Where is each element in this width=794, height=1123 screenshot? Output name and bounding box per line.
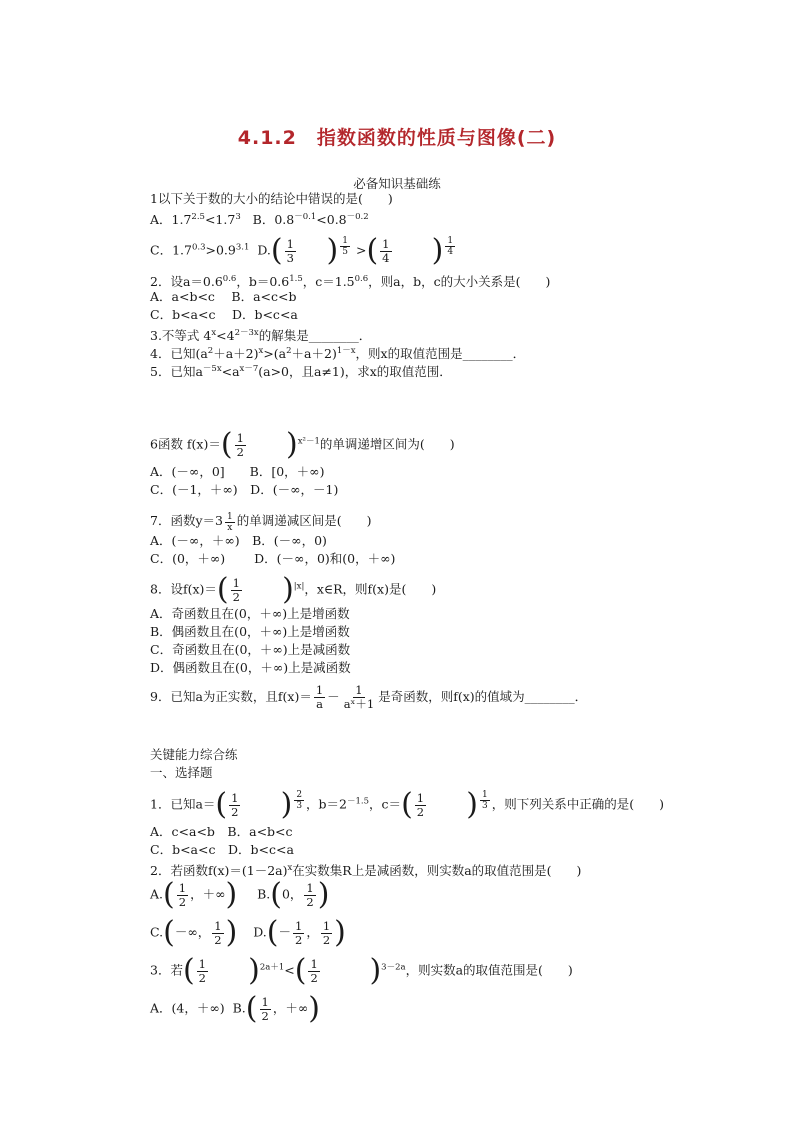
section-basic: 必备知识基础练: [353, 176, 441, 191]
k1-options-ab: A．c<a<b B．a<b<c: [150, 824, 293, 839]
q8-option-d: D．偶函数且在(0，＋∞)上是减函数: [150, 660, 351, 675]
question-8: 8．设f(x)＝( $\frac{1}{2}$ )$^{|x|}$，x∈R，则f(x)是( ): [150, 572, 437, 607]
q1-options-cd: C．$1.7^{0.3}>0.9^{3.1}$ D.( $\frac{1}{3}$ ) $\frac{1}{5}$ >( $\frac{1}{4}$ ) $\frac{1}{4}$: [150, 233, 454, 268]
q2-options-ab: A．a<b<c B．a<c<b: [150, 289, 297, 304]
question-2: 2．设$a=0.6^{0.6}$，$b=0.6^{1.5}$，$c=1.5^{0.6}$，则a，b，c的大小关系是( ): [150, 274, 551, 290]
q7-options-ab: A．(－∞，＋∞) B．(－∞，0): [150, 533, 327, 548]
page-title: 4.1.2 指数函数的性质与图像(二): [237, 127, 557, 149]
advanced-question-1: 1．已知a＝( $\frac{1}{2}$ ) $\frac{2}{3}$ ，$b=2^{-1.5}$，c＝( $\frac{1}{2}$ ) $\frac{1}{3}$ ，则下列关系中正确的是( ): [150, 787, 664, 822]
question-1: 1以下关于数的大小的结论中错误的是( ): [150, 191, 393, 206]
section-advanced: 关键能力综合练: [150, 747, 238, 762]
question-6: 6函数 f(x)＝( $\frac{1}{2}$ )$^{x^2-1}$的单调递增区间为( ): [150, 427, 455, 462]
advanced-question-3: 3．若( $\frac{1}{2}$ )$^{2a+1}$<( $\frac{1}{2}$ )$^{3-2a}$，则实数a的取值范围是( ): [150, 953, 573, 988]
advanced-question-2: 2．若函数$f(x)=(1-2a)^x$在实数集R上是减函数，则实数a的取值范围是( ): [150, 863, 582, 879]
q8-option-a: A．奇函数且在(0，＋∞)上是增函数: [150, 606, 350, 621]
q6-options-ab: A．(－∞，0] B．[0，＋∞): [150, 464, 325, 479]
section-choice: 一、选择题: [150, 765, 213, 780]
q8-option-b: B．偶函数且在(0，＋∞)上是增函数: [150, 624, 350, 639]
q1-options-ab: A．$1.7^{2.5}<1.7^3$ B．$0.8^{-0.1}<0.8^{-0.2}$: [150, 212, 369, 228]
k3-options-ab: A．(4，＋∞) B.( $\frac{1}{2}$ ，＋∞): [150, 991, 320, 1026]
q2-options-cd: C．b<a<c D．b<c<a: [150, 307, 298, 322]
question-5: 5．已知$a^{-5x}<a^{x-7}(a>0$，且a≠1)，求x的取值范围．: [150, 364, 452, 380]
question-7: 7．函数y＝3 $\frac{1}{x}$ 的单调递减区间是( ): [150, 512, 372, 533]
k2-options-ab: A.( $\frac{1}{2}$ ，＋∞) B.(0， $\frac{1}{2}$ ): [150, 877, 330, 912]
question-9: 9．已知a为正实数，且f(x)＝ $\frac{1}{a}$ － $\frac{1}{\text{aˣ＋1}}$ 是奇函数，则f(x)的值域为________．: [150, 683, 588, 711]
q7-options-cd: C．(0，＋∞) D．(－∞，0)和(0，＋∞): [150, 551, 396, 566]
k2-options-cd: C.(－∞， $\frac{1}{2}$ ) D.(－ $\frac{1}{2}$ ， $\frac{1}{2}$ ): [150, 915, 346, 950]
question-4: 4．已知$(a^2+a+2)^x>(a^2+a+2)^{1-x}$，则x的取值范围是________．: [150, 346, 526, 362]
q6-options-cd: C．(－1，＋∞) D．(－∞，－1): [150, 482, 339, 497]
k1-options-cd: C．b<a<c D．b<c<a: [150, 842, 294, 857]
question-3: 3.不等式 $4^x<4^{2-3x}$的解集是________．: [150, 328, 372, 344]
q8-option-c: C．奇函数且在(0，＋∞)上是减函数: [150, 642, 351, 657]
